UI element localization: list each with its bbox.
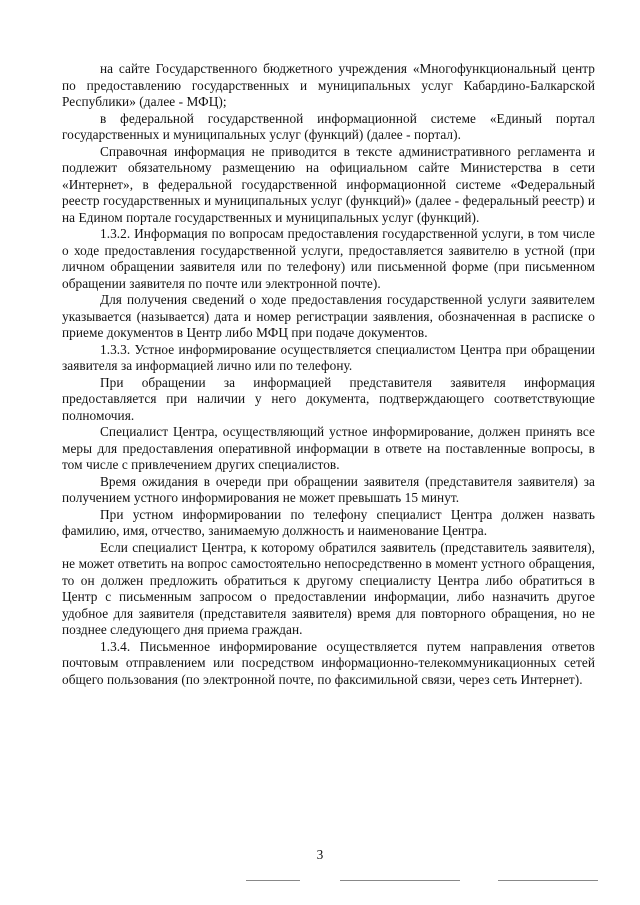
page-number: 3 — [316, 847, 324, 862]
footer-line-left — [246, 880, 300, 881]
paragraph-specialist-measures: Специалист Центра, осуществляющий устное информирование, должен принять все меры для предоставления оперативной информации в ответе на поставленные вопросы, в том числе с привлечением других специалистов. — [62, 424, 595, 472]
paragraph-portal: в федеральной государственной информационной системе «Единый портал государственных и муниципальных услуг (функций) (далее - портал). — [62, 110, 595, 142]
footer-line-right — [498, 880, 598, 881]
paragraph-representative: При обращении за информацией представителя заявителя информация предоставляется при наличии у него документа, подтверждающего соответствующие полномочия. — [62, 374, 595, 423]
paragraph-status-info: Для получения сведений о ходе предоставления государственной услуги заявителем указывается (называется) дата и номер регистрации заявления, обозначенная в расписке о приеме документов в Центр либо МФЦ при подаче документов. — [62, 292, 595, 340]
paragraph-1-3-2: 1.3.2. Информация по вопросам предоставления государственной услуги, в том числе о ходе предоставления государственной услуги, предоставляется заявителю в устной (при личном обращении заявителя или по телефону) или письменной форме (при письменном обращении заявителя по почте или электронной почте). — [62, 226, 595, 291]
paragraph-1-3-3: 1.3.3. Устное информирование осуществляется специалистом Центра при обращении заявителя за информацией лично или по телефону. — [62, 341, 595, 373]
paragraph-1-3-4: 1.3.4. Письменное информирование осуществляется путем направления ответов почтовым отправлением или посредством информационно-телекоммуникационных сетей общего пользования (по электронной почте, по факсимильной связи, через сеть Интернет). — [62, 638, 595, 687]
paragraph-waiting-time: Время ожидания в очереди при обращении заявителя (представителя заявителя) за получением устного информирования не может превышать 15 минут. — [62, 473, 595, 505]
paragraph-unable-to-answer: Если специалист Центра, к которому обратился заявитель (представитель заявителя), не может ответить на вопрос самостоятельно непосредственно в момент устного обращения, то он должен предложить обратиться к другому специалисту Центра либо обратиться в Центр с письменным запросом о предоставлении информации, либо назначить другое удобное для заявителя (представителя заявителя) время для повторного обращения, но не позднее следующего дня приема граждан. — [62, 539, 595, 637]
paragraph-phone-info: При устном информировании по телефону специалист Центра должен назвать фамилию, имя, отчество, занимаемую должность и наименование Центра. — [62, 506, 595, 538]
paragraph-mfc-site: на сайте Государственного бюджетного учреждения «Многофункциональный центр по предоставлению государственных и муниципальных услуг Кабардино-Балкарской Республики» (далее - МФЦ); — [62, 61, 595, 109]
paragraph-reference-info: Справочная информация не приводится в тексте административного регламента и подлежит обязательному размещению на официальном сайте Министерства в сети «Интернет», в федеральной государственной информационной системе «Федеральный реестр государственных и муниципальных услуг (функций)» (далее - федеральный реестр) и на Едином портале государственных и муниципальных услуг (функций). — [62, 143, 595, 225]
footer-line-middle — [340, 880, 460, 881]
document-page — [62, 61, 595, 688]
